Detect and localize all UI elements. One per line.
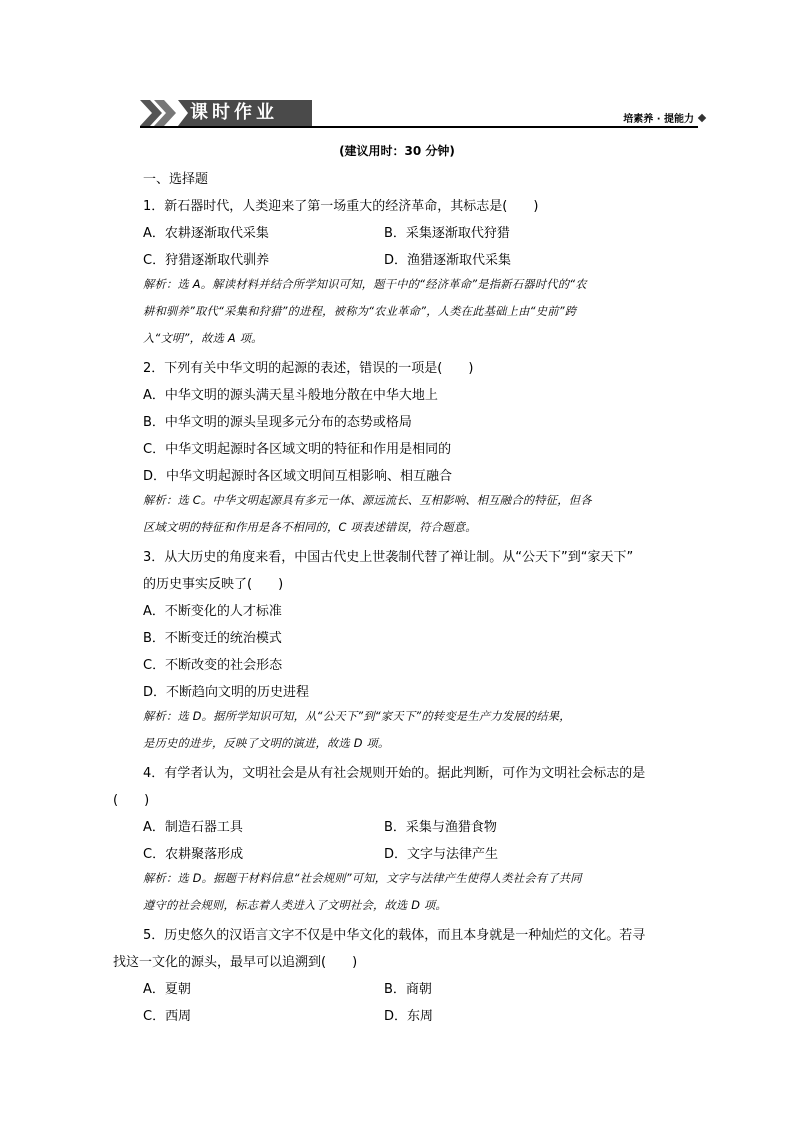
tagline [623,110,705,125]
question-5-stem: 找这一文化的源头，最早可以追溯到( ) [113,955,358,970]
question-1-option-b: B．采集逐渐取代狩猎 [384,226,510,241]
question-1-option-d: D．渔猎逐渐取代采集 [384,253,512,268]
question-5-option-d: D．东周 [384,1009,434,1024]
question-3-option-c: C．不断改变的社会形态 [143,658,283,673]
question-4-analysis: 遵守的社会规则，标志着人类进入了文明社会，故选 D 项。 [143,899,447,912]
suggested-time: (建议用时：30 分钟) [339,144,455,158]
diamond-icon [698,113,706,121]
header-rule [140,126,698,128]
question-2-option-c: C．中华文明起源时各区域文明的特征和作用是相同的 [143,442,452,457]
question-1-option-c: C．狩猎逐渐取代驯养 [143,253,270,268]
question-4-stem: ( ) [113,793,150,808]
question-4-option-c: C．农耕聚落形成 [143,847,244,862]
question-3-stem: 的历史事实反映了( ) [143,577,284,592]
question-2-option-d: D．中华文明起源时各区域文明间互相影响、相互融合 [143,469,453,484]
question-4-analysis: 解析：选 D。据题干材料信息“社会规则”可知，文字与法律产生使得人类社会有了共同 [143,872,582,885]
question-2-option-b: B．中华文明的源头呈现多元分布的态势或格局 [143,415,412,430]
question-1-analysis: 入“文明”，故选 A 项。 [143,332,263,345]
question-3-analysis: 是历史的进步，反映了文明的演进，故选 D 项。 [143,737,390,750]
question-3-option-d: D．不断趋向文明的历史进程 [143,685,310,700]
question-1-option-a: A．农耕逐渐取代采集 [143,226,269,241]
question-5-option-c: C．西周 [143,1009,192,1024]
question-5-option-b: B．商朝 [384,982,432,997]
question-4-option-b: B．采集与渔猎食物 [384,820,497,835]
question-3-analysis: 解析：选 D。据所学知识可知，从“公天下”到“家天下”的转变是生产力发展的结果， [143,710,571,723]
question-3-option-a: A．不断变化的人才标准 [143,604,282,619]
question-4-option-a: A．制造石器工具 [143,820,243,835]
question-4-stem: 4．有学者认为，文明社会是从有社会规则开始的。据此判断，可作为文明社会标志的是 [143,766,646,781]
tagline-text: 培素养 · 提能力 [623,114,694,125]
question-1-analysis: 耕和驯养”取代“采集和狩猎”的进程，被称为“农业革命”，人类在此基础上由“史前”跨 [143,305,577,318]
banner-title: 课时作业 [190,102,278,123]
question-3-option-b: B．不断变迁的统治模式 [143,631,282,646]
page-header [140,100,705,128]
question-2-analysis: 解析：选 C。中华文明起源具有多元一体、源远流长、互相影响、相互融合的特征，但各 [143,494,592,507]
question-4-option-d: D．文字与法律产生 [384,847,499,862]
question-2-analysis: 区域文明的特征和作用是各不相同的，C 项表述错误，符合题意。 [143,521,477,534]
question-2-option-a: A．中华文明的源头满天星斗般地分散在中华大地上 [143,388,438,403]
section-heading: 一、选择题 [143,172,209,187]
question-5-stem: 5．历史悠久的汉语言文字不仅是中华文化的载体，而且本身就是一种灿烂的文化。若寻 [143,928,646,943]
question-3-stem: 3．从大历史的角度来看，中国古代史上世袭制代替了禅让制。从“公天下”到“家天下” [143,550,634,565]
question-1-stem: 1．新石器时代，人类迎来了第一场重大的经济革命，其标志是( ) [143,199,539,214]
question-1-analysis: 解析：选 A。解读材料并结合所学知识可知，题干中的“经济革命”是指新石器时代的“农 [143,278,587,291]
question-2-stem: 2．下列有关中华文明的起源的表述，错误的一项是( ) [143,361,474,376]
question-5-option-a: A．夏朝 [143,982,191,997]
